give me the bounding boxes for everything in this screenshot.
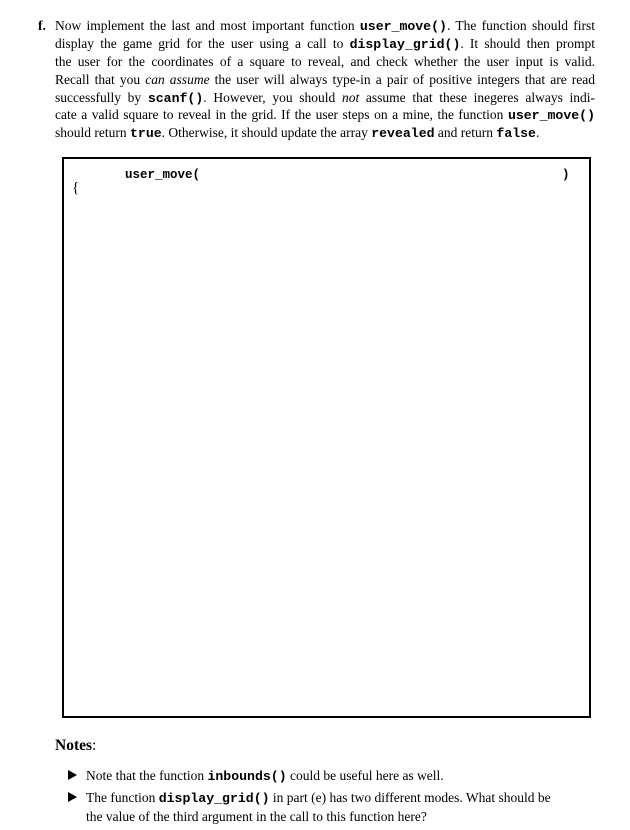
question-line <box>55 35 595 53</box>
code-term: display_grid() <box>349 36 461 52</box>
code-term: revealed <box>371 126 435 142</box>
code-term: inbounds() <box>207 769 287 784</box>
bullet-triangle-icon <box>68 792 77 802</box>
note-item <box>68 789 598 826</box>
text-run: Note that the function <box>86 768 208 783</box>
question-line <box>55 89 595 107</box>
text-run: could be useful here as well. <box>286 768 444 783</box>
text-run: the user for the coordinates of a square to reveal, and check whether the user input is valid. <box>55 53 595 69</box>
bullet-triangle-icon <box>68 770 77 780</box>
text-run: in part (e) has two different modes. What should be <box>269 790 551 805</box>
text-run: and return <box>434 125 497 141</box>
note-continuation: the value of the third argument in the call to this function here? <box>86 809 427 824</box>
text-run: . <box>535 125 540 141</box>
close-paren: ) <box>562 168 570 182</box>
emphasis: not <box>341 89 360 105</box>
text-run: Recall that you <box>55 71 146 87</box>
code-term: scanf() <box>147 90 204 106</box>
emphasis: can assume <box>145 71 210 87</box>
function-signature: user_move( <box>125 168 201 182</box>
question-text <box>55 17 595 142</box>
question-line <box>55 124 595 142</box>
question-label: f. <box>38 18 46 33</box>
code-term: user_move() <box>507 108 595 124</box>
question-line <box>55 106 595 124</box>
text-run: . Otherwise, it should update the array <box>161 125 372 141</box>
text-run: display the game grid for the user using a call to <box>55 35 350 51</box>
text-run: . It should then prompt <box>460 35 595 51</box>
text-run: The function <box>86 790 159 805</box>
question-line <box>55 53 595 71</box>
code-term: false <box>496 126 536 142</box>
text-run: assume that these inegeres always indi- <box>359 89 596 105</box>
text-run: the user will always type-in a pair of positive integers that are read <box>209 71 595 87</box>
code-term: true <box>130 126 162 142</box>
notes-heading: Notes: <box>55 737 97 754</box>
open-brace: { <box>72 180 80 196</box>
code-term: user_move() <box>359 19 447 34</box>
answer-box[interactable] <box>62 157 591 718</box>
text-run: cate a valid square to reveal in the grid. If the user steps on a mine, the function <box>55 107 508 123</box>
text-run: successfully by <box>55 89 148 105</box>
text-run: should return <box>55 125 130 141</box>
note-item <box>68 767 444 786</box>
text-run: . The function should first <box>446 18 596 33</box>
question-line <box>55 17 595 35</box>
text-run: . However, you should <box>203 89 342 105</box>
code-term: display_grid() <box>158 791 270 806</box>
question-line <box>55 71 595 89</box>
text-run: Now implement the last and most important function <box>55 18 360 33</box>
